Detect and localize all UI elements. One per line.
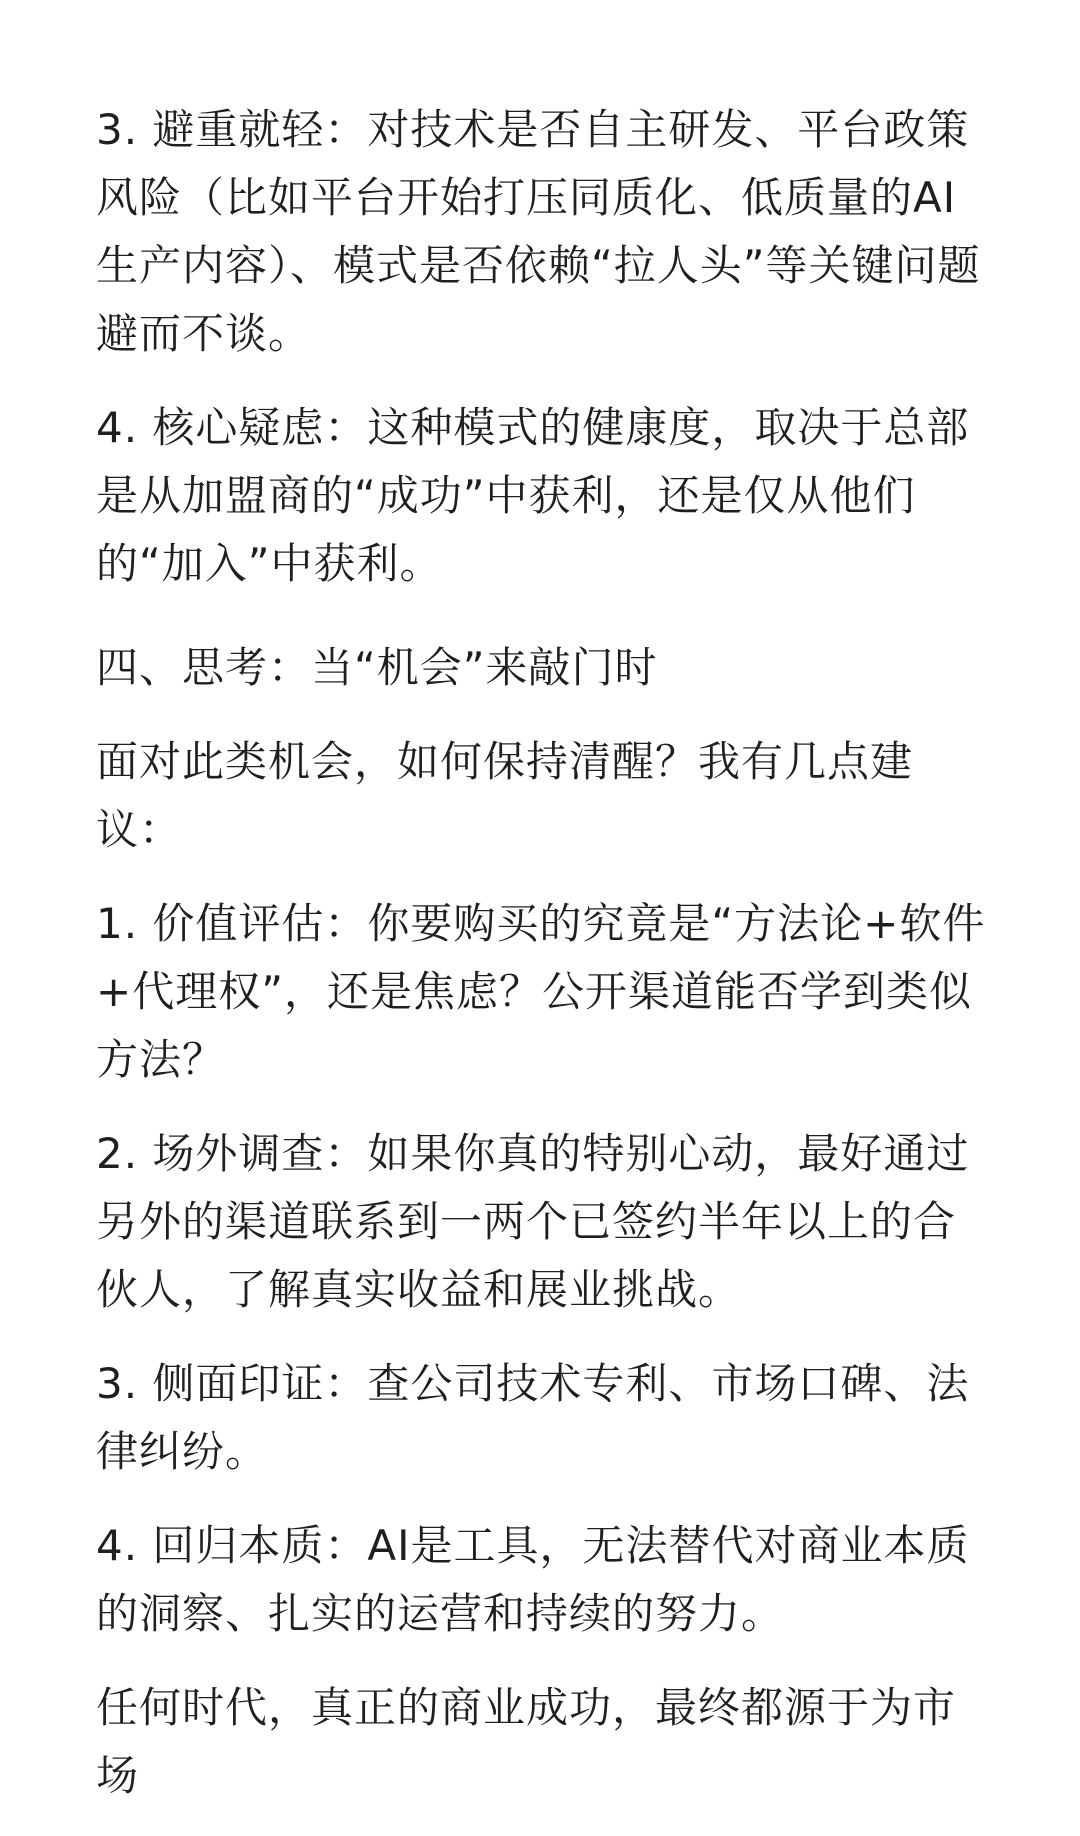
section-heading-thinking: 四、思考：当“机会”来敲门时 xyxy=(96,643,658,692)
paragraph-closing: 任何时代，真正的商业成功，最终都源于为市场 xyxy=(96,1683,957,1800)
paragraph-suggestion-2: 2. 场外调查：如果你真的特别心动，最好通过另外的渠道联系到一两个已签约半年以上的合伙人，了解真实收益和展业挑战。 xyxy=(96,1129,970,1314)
paragraph-suggestion-3: 3. 侧面印证：查公司技术专利、市场口碑、法律纠纷。 xyxy=(96,1359,970,1476)
paragraph-intro-suggestions: 面对此类机会，如何保持清醒？我有几点建议： xyxy=(96,737,914,854)
paragraph-suggestion-4: 4. 回归本质：AI是工具，无法替代对商业本质的洞察、扎实的运营和持续的努力。 xyxy=(96,1521,970,1638)
article-body xyxy=(96,96,986,1836)
paragraph-point-4-core-concern: 4. 核心疑虑：这种模式的健康度，取决于总部是从加盟商的“成功”中获利，还是仅从他们的“加入”中获利。 xyxy=(96,403,970,588)
paragraph-suggestion-1: 1. 价值评估：你要购买的究竟是“方法论+软件+代理权”，还是焦虑？公开渠道能否学到类似方法？ xyxy=(96,899,986,1084)
paragraph-point-3-avoidance: 3. 避重就轻：对技术是否自主研发、平台政策风险（比如平台开始打压同质化、低质量的AI生产内容）、模式是否依赖“拉人头”等关键问题避而不谈。 xyxy=(96,105,981,358)
